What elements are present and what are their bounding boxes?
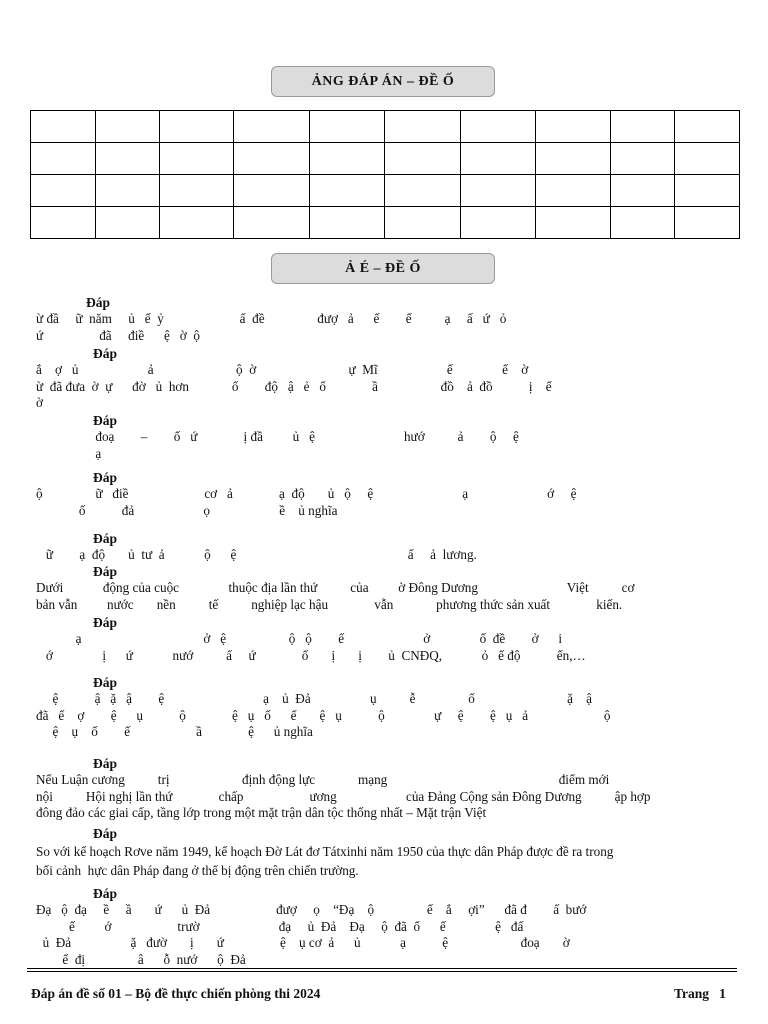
- answer-grid-cell: [611, 175, 675, 207]
- answer-grid-cell: [536, 175, 611, 207]
- answer-block-7: [36, 615, 732, 664]
- footer-document-title: Đáp án đề số 01 – Bộ đề thực chiến phòng thi 2024: [31, 986, 321, 1001]
- answer-text-line: ủ Đả ặ đườ ị ứ ệ ụ cơ ả ủ ạ ệ đoạ ờ: [36, 935, 570, 950]
- answer-grid-cell: [461, 175, 536, 207]
- answer-label: Đáp: [93, 564, 118, 579]
- answer-block-2: [36, 346, 732, 412]
- answer-text-line: nội Hội nghị lần thứ chấp ương của Đảng Cộng sản Đông Dương ập hợp: [36, 788, 651, 804]
- answer-label: Đáp: [86, 295, 111, 310]
- answer-grid-cell: [31, 175, 96, 207]
- answer-grid-cell: [385, 143, 461, 175]
- answer-text-line: đông đảo các giai cấp, tầng lớp trong một mặt trận dân tộc thống nhất – Mặt trận Việt: [36, 805, 487, 820]
- answer-text-line: ắ ợ ủ ả ộ ờ ự Mĩ ế ế ờ: [36, 362, 529, 377]
- answer-text-line: ạ ở ệ ộ ộ ế ở ố đề ở i: [36, 631, 563, 646]
- answer-grid-cell: [536, 207, 611, 239]
- answer-grid-cell: [96, 111, 160, 143]
- answer-grid-row: [31, 143, 740, 175]
- answer-text-line: ứ đã điề ệ ờ ộ: [36, 327, 200, 343]
- answer-grid-cell: [310, 111, 385, 143]
- answer-text-line: ừ đầ ữ năm ủ ế ỷ ấ đề đượ ả ế ế ạ ấ ứ ỏ: [36, 311, 507, 326]
- answer-block-10: [36, 826, 732, 880]
- answer-text-line: đoạ – ố ứ ị đầ ủ ệ hướ ả ộ ệ: [36, 429, 519, 444]
- answer-label: Đáp: [93, 470, 118, 485]
- answer-text-line: ế đị â ỗ nướ ộ Đả: [36, 951, 246, 967]
- answer-text-line: Dưới động của cuộc thuộc địa lần thứ của ờ Đông Dương Việt cơ: [36, 580, 635, 595]
- answer-key-title-text: ẢNG ĐÁP ÁN – ĐỀ Ố: [311, 73, 455, 89]
- answer-text-line: ớ ị ứ nướ ấ ứ ố ị ị ủ CNĐQ, ỏ ế độ ến,…: [36, 647, 586, 663]
- answer-text-line: ừ đã đưa ờ ự đờ ủ hơn ố độ ậ ẻ ổ ầ đồ ả đồ ị ế: [36, 378, 552, 394]
- answer-grid-cell: [611, 207, 675, 239]
- answer-grid-cell: [461, 143, 536, 175]
- answer-grid-cell: [31, 111, 96, 143]
- answer-text-line: bối cảnh hực dân Pháp đang ở thế bị động trên chiến trường.: [36, 863, 359, 878]
- answer-grid-cell: [675, 175, 740, 207]
- answer-grid-cell: [675, 111, 740, 143]
- answer-grid-cell: [96, 143, 160, 175]
- answer-key-title: [271, 66, 495, 97]
- answer-text-line: ờ: [36, 395, 43, 410]
- answer-grid-cell: [234, 175, 310, 207]
- answer-grid-cell: [611, 143, 675, 175]
- answer-grid-cell: [675, 207, 740, 239]
- answer-grid-cell: [234, 111, 310, 143]
- answer-label: Đáp: [93, 826, 118, 841]
- answer-grid-table: [30, 110, 740, 239]
- answer-grid-cell: [310, 207, 385, 239]
- page-number: 1: [719, 986, 726, 1001]
- answer-text-line: bản vẫn nước nền tế nghiệp lạc hậu vẫn phương thức sản xuất kiến.: [36, 596, 623, 612]
- answer-grid-cell: [96, 175, 160, 207]
- detailed-solution-title-text: Ả É – ĐỀ Ố: [345, 260, 421, 276]
- answer-block-1: [36, 295, 732, 344]
- answer-grid-row: [31, 111, 740, 143]
- answer-label: Đáp: [93, 346, 118, 361]
- answer-text-line: ạ: [36, 445, 102, 461]
- answer-label: Đáp: [93, 615, 118, 630]
- answer-grid-cell: [461, 207, 536, 239]
- answer-grid-cell: [310, 175, 385, 207]
- answer-block-11: [36, 886, 732, 968]
- answer-block-6: [36, 564, 732, 613]
- answer-text-line: ế ớ trườ đạ ủ Đả Đạ ộ đã ổ ế ệ đấ: [36, 918, 524, 934]
- answer-text-line: ệ ụ ố ế ầ ệ ủ nghĩa: [36, 724, 313, 739]
- answer-grid-cell: [160, 175, 234, 207]
- answer-grid-cell: [385, 111, 461, 143]
- answer-grid-cell: [461, 111, 536, 143]
- answer-text-line: đã ế ợ ệ ụ ộ ệ ụ ố ế ệ ụ ộ ự ệ ệ ụ ả ộ: [36, 707, 611, 723]
- answer-text-line: ộ ữ điề cơ ả ạ độ ủ ộ ệ ạ ớ ệ: [36, 486, 577, 501]
- answer-grid-cell: [31, 143, 96, 175]
- answer-grid-cell: [385, 207, 461, 239]
- answer-block-9: [36, 756, 732, 822]
- answer-grid-cell: [160, 111, 234, 143]
- answer-text-line: ệ ậ ặ ậ ệ ạ ủ Đả ụ ễ ố ặ ậ: [36, 691, 592, 706]
- answer-block-4: [36, 470, 732, 519]
- answer-text-line: ữ ạ độ ủ tư ả ộ ệ ấ ả lương.: [36, 547, 477, 562]
- footer-divider: [27, 968, 737, 969]
- answer-grid-cell: [234, 143, 310, 175]
- answer-grid-cell: [96, 207, 160, 239]
- answer-grid-row: [31, 175, 740, 207]
- answer-label: Đáp: [93, 886, 118, 901]
- answer-grid-cell: [31, 207, 96, 239]
- answer-text-line: ố đả ọ ề ủ nghĩa: [36, 502, 338, 518]
- answer-block-3: [36, 413, 732, 462]
- answer-grid-cell: [160, 143, 234, 175]
- footer-divider-thick: [27, 971, 737, 972]
- answer-grid-cell: [536, 143, 611, 175]
- answer-block-8: [36, 675, 732, 741]
- answer-grid-cell: [310, 143, 385, 175]
- answer-block-5: [36, 531, 732, 564]
- answer-grid-row: [31, 207, 740, 239]
- detailed-solution-title: [271, 253, 495, 284]
- answer-grid-cell: [536, 111, 611, 143]
- answer-grid-cell: [385, 175, 461, 207]
- answer-grid-cell: [234, 207, 310, 239]
- answer-grid-cell: [675, 143, 740, 175]
- answer-label: Đáp: [93, 531, 118, 546]
- answer-text-line: So với kế hoạch Rơve năm 1949, kế hoạch Đờ Lát đơ Tátxinhi năm 1950 của thực dân Pháp được đề ra trong: [36, 844, 614, 859]
- answer-text-line: Nếu Luận cương trị định động lực mạng điểm mới: [36, 772, 610, 787]
- answer-grid-cell: [611, 111, 675, 143]
- page-label: Trang: [674, 986, 710, 1001]
- answer-grid-cell: [160, 207, 234, 239]
- answer-text-line: Đạ ộ đạ ề ầ ứ ủ Đả đượ ọ “Đạ ộ ế ắ ợi” đã đ ấ bướ: [36, 902, 587, 917]
- answer-label: Đáp: [93, 756, 118, 771]
- answer-label: Đáp: [93, 413, 118, 428]
- page-indicator: [674, 986, 726, 1002]
- answer-label: Đáp: [93, 675, 118, 690]
